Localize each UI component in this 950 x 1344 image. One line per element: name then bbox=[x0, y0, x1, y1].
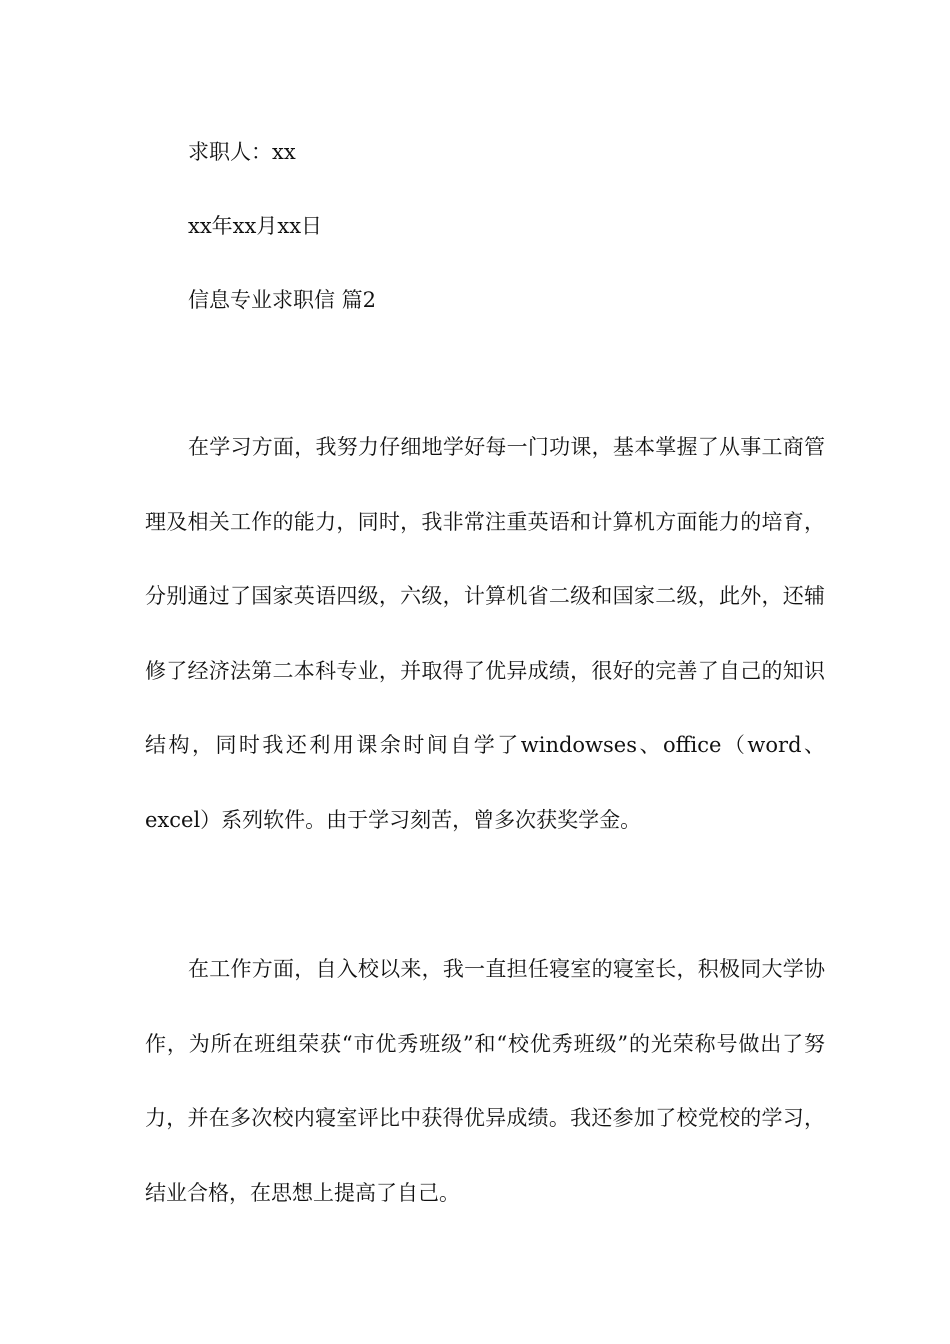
section-title: 信息专业求职信 篇2 bbox=[188, 288, 377, 312]
paragraph-work: 在工作方面，自入校以来，我一直担任寝室的寝室长，积极同大学协作，为所在班组荣获“市优秀班级”和“校优秀班级”的光荣称号做出了努力，并在多次校内寝室评比中获得优异成绩。我还参加了校党校的学习，结业合格，在思想上提高了自己。 bbox=[145, 957, 825, 1205]
date-line: xx年xx月xx日 bbox=[188, 214, 323, 238]
signature-line: 求职人：xx bbox=[188, 140, 296, 164]
paragraph-study: 在学习方面，我努力仔细地学好每一门功课，基本掌握了从事工商管理及相关工作的能力，同时，我非常注重英语和计算机方面能力的培育，分别通过了国家英语四级，六级，计算机省二级和国家二级，此外，还辅修了经济法第二本科专业，并取得了优异成绩，很好的完善了自己的知识结构，同时我还利用课余时间自学了windowses、office（word、excel）系列软件。由于学习刻苦，曾多次获奖学金。 bbox=[145, 435, 825, 832]
